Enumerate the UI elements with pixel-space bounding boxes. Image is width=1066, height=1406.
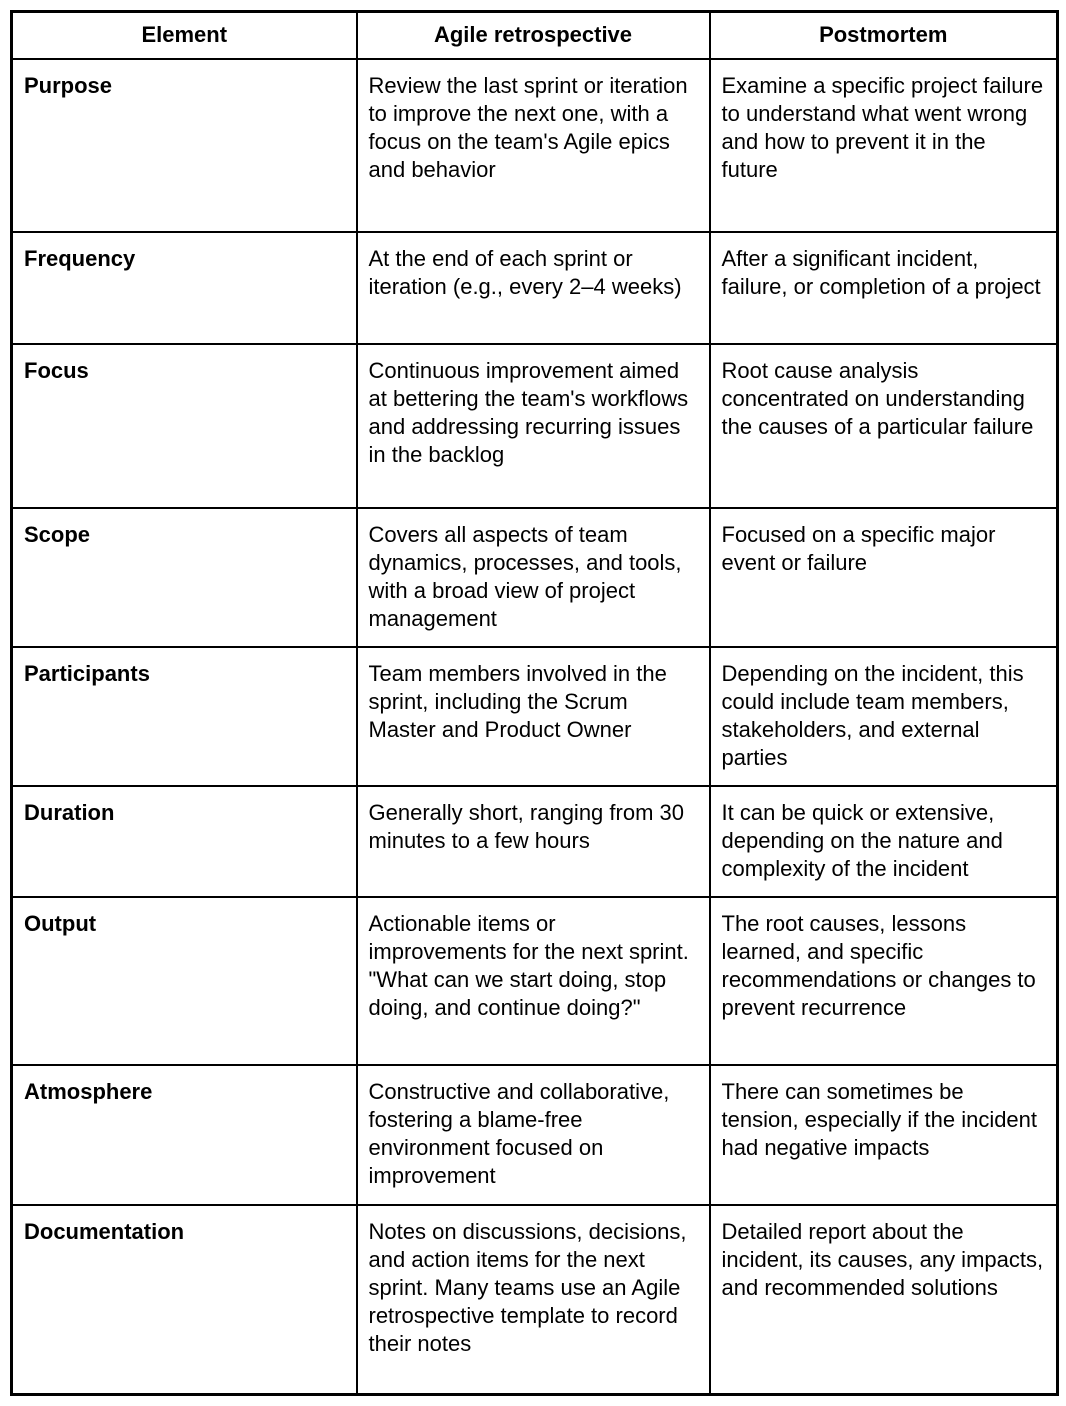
table-row-frequency xyxy=(12,232,1058,344)
row-label-focus: Focus xyxy=(12,344,357,508)
agile-cell-purpose: Review the last sprint or iteration to improve the next one, with a focus on the team's Agile epics and behavior xyxy=(357,59,710,232)
comparison-table xyxy=(10,10,1059,1396)
agile-cell-documentation: Notes on discussions, decisions, and action items for the next sprint. Many teams use an Agile retrospective template to record their notes xyxy=(357,1205,710,1395)
table-row-focus xyxy=(12,344,1058,508)
table-row-documentation xyxy=(12,1205,1058,1395)
postmortem-cell-focus: Root cause analysis concentrated on understanding the causes of a particular failure xyxy=(710,344,1058,508)
postmortem-cell-scope: Focused on a specific major event or failure xyxy=(710,508,1058,647)
table-row-participants xyxy=(12,647,1058,786)
postmortem-cell-frequency: After a significant incident, failure, or completion of a project xyxy=(710,232,1058,344)
agile-cell-duration: Generally short, ranging from 30 minutes to a few hours xyxy=(357,786,710,897)
postmortem-cell-participants: Depending on the incident, this could include team members, stakeholders, and external parties xyxy=(710,647,1058,786)
header-row xyxy=(12,12,1058,59)
postmortem-cell-output: The root causes, lessons learned, and specific recommendations or changes to prevent recurrence xyxy=(710,897,1058,1065)
row-label-frequency: Frequency xyxy=(12,232,357,344)
table-row-output xyxy=(12,897,1058,1065)
agile-cell-frequency: At the end of each sprint or iteration (e.g., every 2–4 weeks) xyxy=(357,232,710,344)
agile-cell-atmosphere: Constructive and collaborative, fostering a blame-free environment focused on improvement xyxy=(357,1065,710,1205)
row-label-output: Output xyxy=(12,897,357,1065)
table-header xyxy=(12,12,1058,59)
row-label-participants: Participants xyxy=(12,647,357,786)
row-label-duration: Duration xyxy=(12,786,357,897)
table-row-duration xyxy=(12,786,1058,897)
postmortem-cell-purpose: Examine a specific project failure to understand what went wrong and how to prevent it in the future xyxy=(710,59,1058,232)
row-label-scope: Scope xyxy=(12,508,357,647)
row-label-purpose: Purpose xyxy=(12,59,357,232)
postmortem-cell-documentation: Detailed report about the incident, its causes, any impacts, and recommended solutions xyxy=(710,1205,1058,1395)
table-body xyxy=(12,59,1058,1395)
row-label-documentation: Documentation xyxy=(12,1205,357,1395)
table-row-purpose xyxy=(12,59,1058,232)
column-header-postmortem: Postmortem xyxy=(710,12,1058,59)
agile-cell-participants: Team members involved in the sprint, including the Scrum Master and Product Owner xyxy=(357,647,710,786)
agile-cell-output: Actionable items or improvements for the next sprint. "What can we start doing, stop doing, and continue doing?" xyxy=(357,897,710,1065)
row-label-atmosphere: Atmosphere xyxy=(12,1065,357,1205)
column-header-agile-retrospective: Agile retrospective xyxy=(357,12,710,59)
agile-cell-focus: Continuous improvement aimed at bettering the team's workflows and addressing recurring issues in the backlog xyxy=(357,344,710,508)
table-row-atmosphere xyxy=(12,1065,1058,1205)
postmortem-cell-atmosphere: There can sometimes be tension, especially if the incident had negative impacts xyxy=(710,1065,1058,1205)
table-row-scope xyxy=(12,508,1058,647)
postmortem-cell-duration: It can be quick or extensive, depending on the nature and complexity of the incident xyxy=(710,786,1058,897)
agile-cell-scope: Covers all aspects of team dynamics, processes, and tools, with a broad view of project management xyxy=(357,508,710,647)
column-header-element: Element xyxy=(12,12,357,59)
